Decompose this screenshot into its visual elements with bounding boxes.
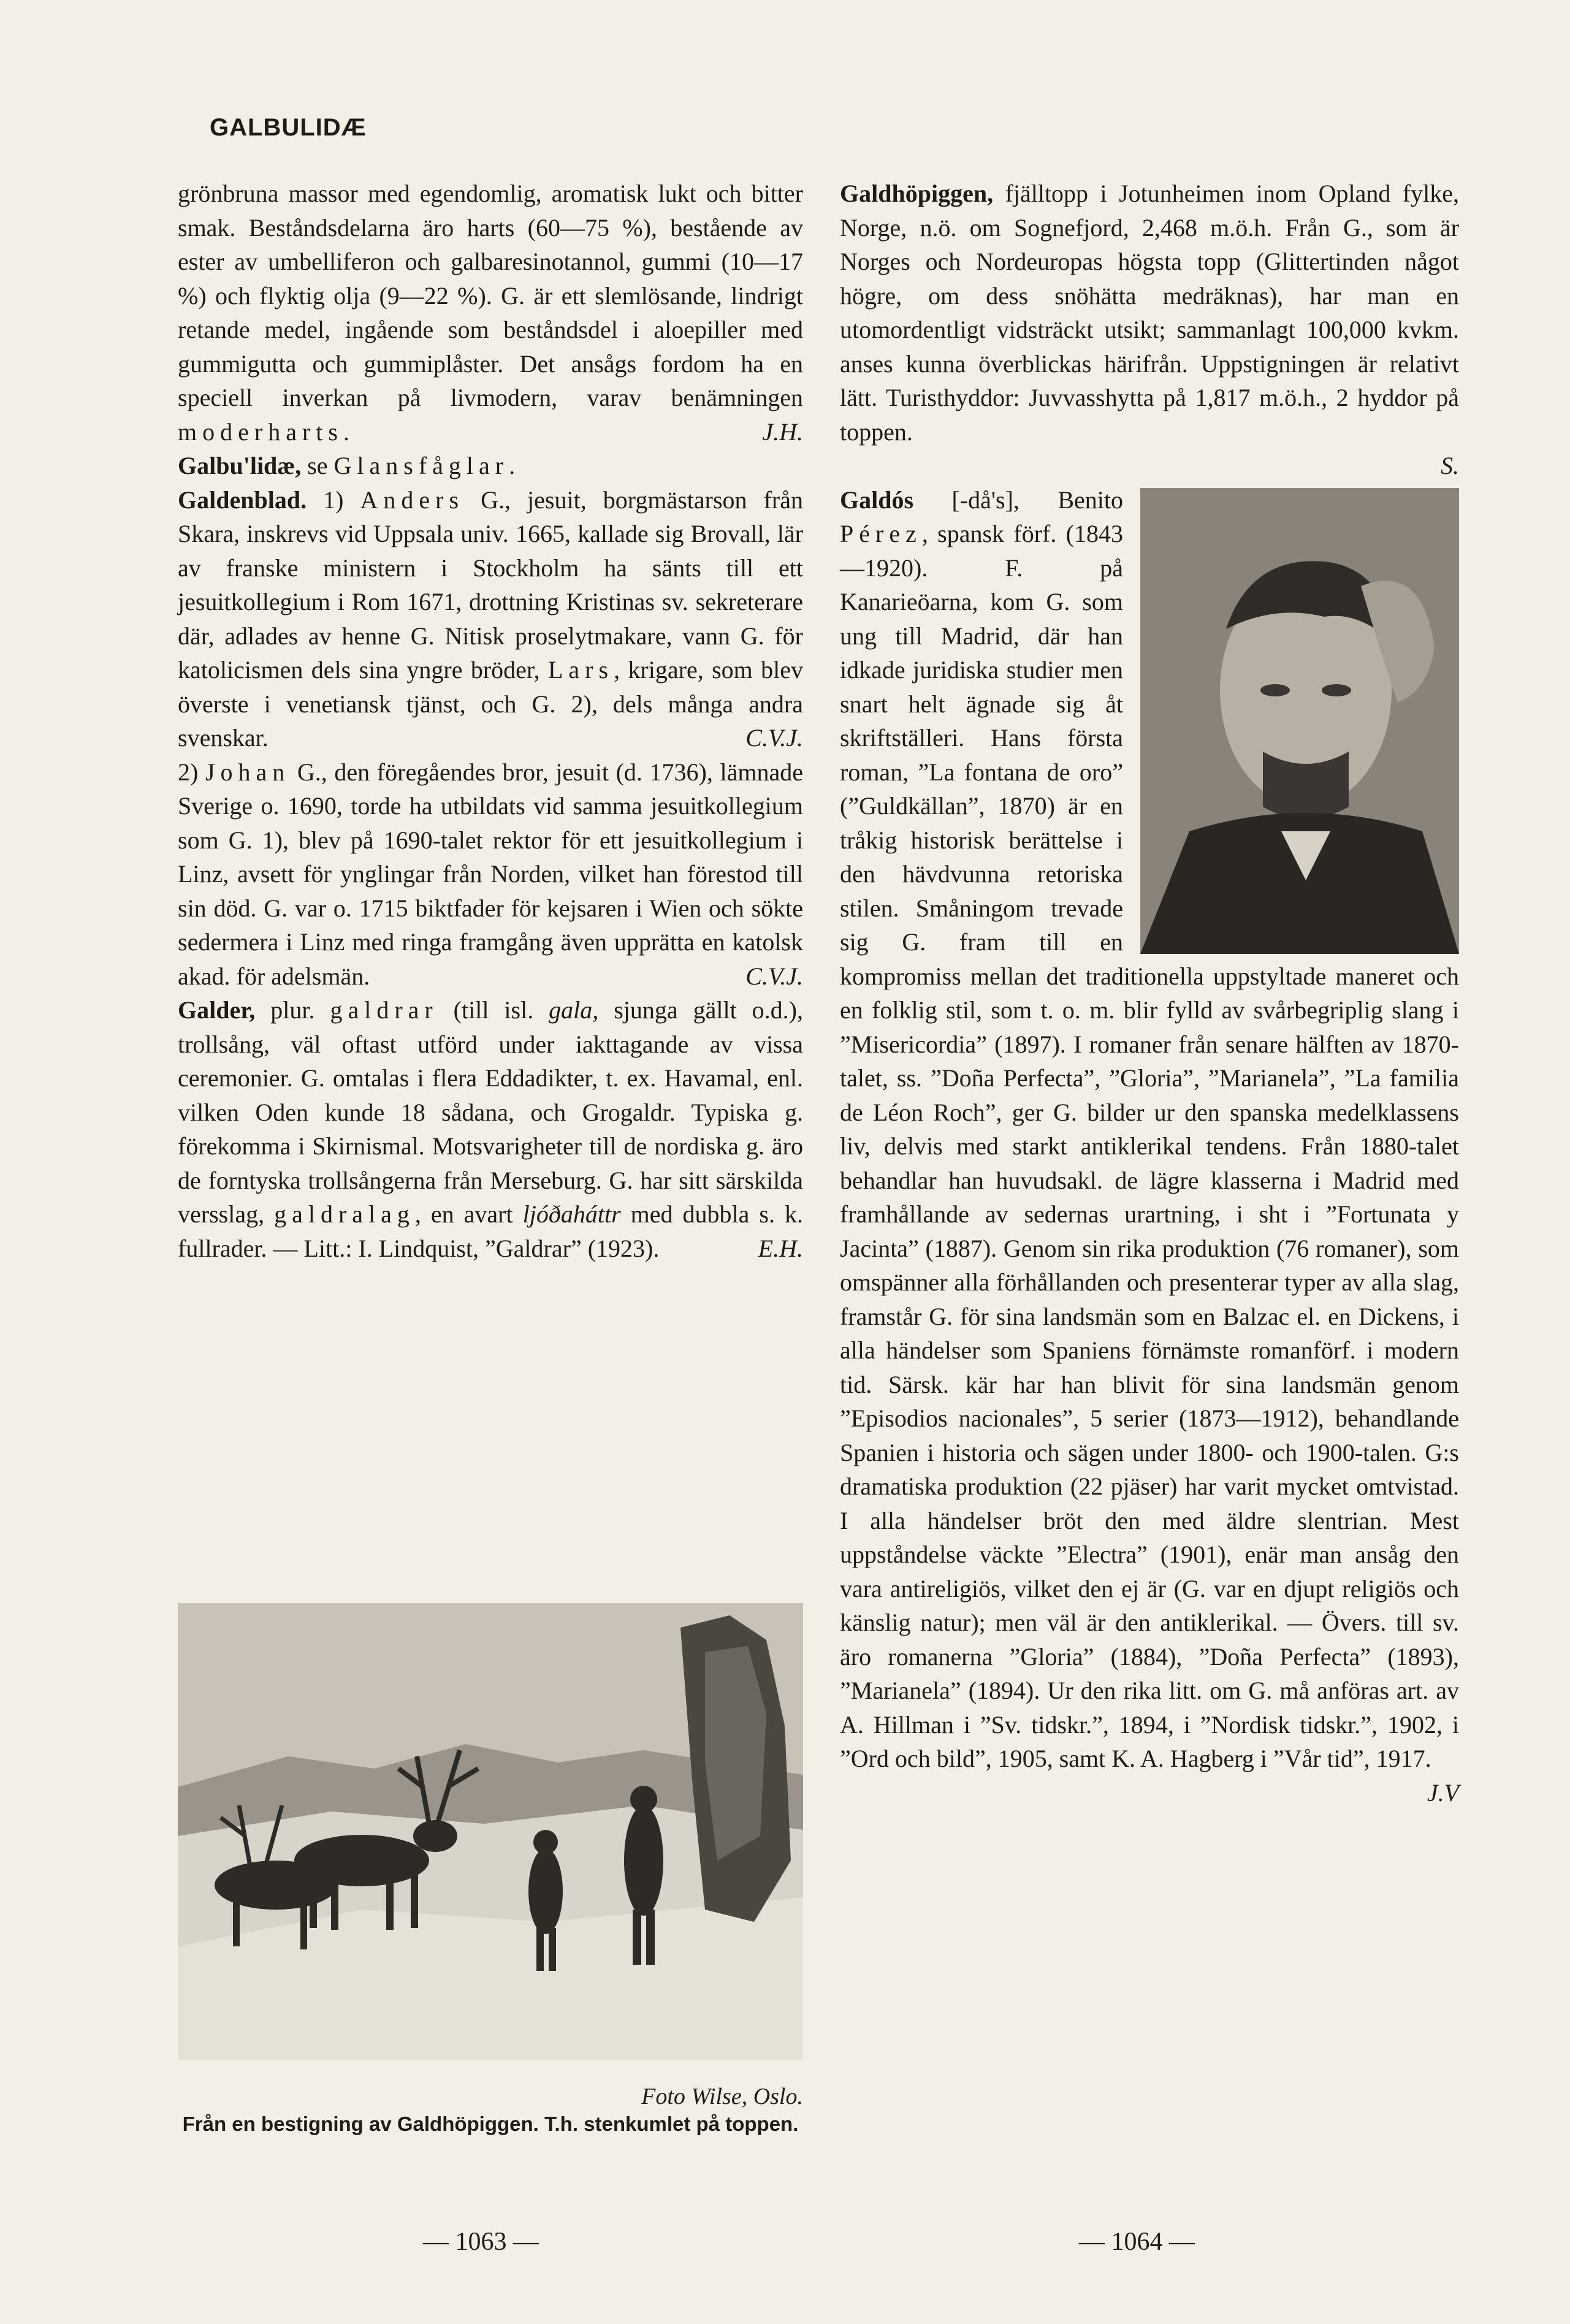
galdos-portrait — [1140, 488, 1459, 954]
page-number-right: — 1064 — — [1079, 2228, 1195, 2256]
entry-galdenblad-johan: 2) Johan G., den föregåendes bror, jesuit (d. 1736), lämnade Sverige o. 1690, torde ha utbildats vid samma jesuitkollegium som G. 1), blev på 1690-talet rektor för ett jesuitkollegium i Linz, avsett för ynglingar från Norden, vilket han förestod till sin död. G. var o. 1715 biktfader för kejsaren i Wien och sökte sedermera i Linz med ringa framgång även upprätta en katolsk akad. för adelsmän. C.V.J. — [178, 755, 803, 994]
running-head: GALBULIDÆ — [210, 114, 367, 141]
photo-caption: Från en bestigning av Galdhöpiggen. T.h. stenkumlet på toppen. — [182, 2113, 799, 2135]
entry-galdhopiggen: Galdhöpiggen, fjälltopp i Jotunheimen inom Opland fylke, Norge, n.ö. om Sognefjord, 2,468 m.ö.h. Från G., som är Norges och Nordeuropas högsta topp (Glittertinden något högre, om dess snöhätta medräknas), har man en utomordentligt vidsträckt utsikt; sammanlagt 100,000 kvkm. anses kunna överblickas härifrån. Uppstigningen är relativt lätt. Turisthyddor: Juvvasshytta på 1,817 m.ö.h., 2 hyddor på toppen. — [840, 180, 1459, 446]
signature: E.H. — [758, 1234, 803, 1262]
photo-credit: Foto Wilse, Oslo. — [641, 2084, 803, 2109]
page-number-left: — 1063 — — [423, 2228, 539, 2256]
reindeer-mountain-illustration — [178, 1603, 803, 2060]
signature: C.V.J. — [745, 724, 803, 752]
entry-galbanum-end: grönbruna massor med egendomlig, aromatisk lukt och bitter smak. Beståndsdelarna äro harts (60—75 %), bestående av ester av umbelliferon och galbaresinotannol, gummi (10—17 %) och flyktig olja (9—22 %). G. är ett slemlösande, lindrigt retande medel, ingående som beståndsdel i aloepiller med gummigutta och gummiplåster. Det ansågs fordom ha en speciell inverkan på livmodern, varav benämningen moderharts. J.H. — [178, 177, 803, 449]
signature: C.V.J. — [745, 962, 803, 990]
entry-galdenblad: Galdenblad. 1) Anders G., jesuit, borgmästarson från Skara, inskrevs vid Uppsala univ. 1665, kallade sig Brovall, lär av franske ministern i Stockholm ha sänts till ett jesuitkollegium i Rom 1671, drottning Kristinas sv. sekreterare där, adlades av henne G. Nitisk proselytmakare, vann G. för katolicismen dels sina yngre bröder, Lars, krigare, som blev överste i venetiansk tjänst, och G. 2), dels många andra svenskar. C.V.J. — [178, 483, 803, 755]
portrait-illustration — [1140, 488, 1459, 954]
signature: J.V — [1427, 1778, 1459, 1807]
photo-image — [178, 1603, 803, 2060]
left-column — [178, 177, 803, 1265]
galdhopiggen-photo — [178, 1603, 803, 2060]
entry-galdos: Galdós [-då's], Benito Pérez, spansk förf. (1843—1920). F. på Kanarieöarna, kom G. som ung till Madrid, där han idkade juridiska studier men snart helt ägnade sig åt skriftställeri. Hans första roman, ”La fontana de oro” (”Guldkällan”, 1870) är en tråkig historisk berättelse i den hävdvunna retoriska stilen. Småningom trevade sig G. fram till en kompromiss mellan det traditionella uppstyltade maneret och en folklig stil, som t. o. m. blir fylld av svårbegriplig slang i ”Misericordia” (1897). I romaner från senare hälften av 1870-talet, ss. ”Doña Perfecta”, ”Gloria”, ”Marianela”, ”La familia de Léon Roch”, ger G. bilder ur den spanska medelklassens liv, delvis med starkt antiklerikal tendens. Från 1880-talet behandlar han huvudsakl. de lägre klasserna i Madrid med framhållande av sedernas urartning, i sht i ”Fortunata y Jacinta” (1887). Genom sin rika produktion (76 romaner), som omspänner alla förhållanden och presenterar typer av alla slag, framstår G. för sina landsmän som en Balzac el. en Dickens, i alla händelser som Spaniens förnämste romanförf. i modern tid. Särsk. kär har han blivit för sina landsmän genom ”Episodios nacionales”, 5 serier (1873—1912), behandlande Spanien i historia och sägen under 1800- och 1900-talen. G:s dramatiska produktion (22 pjäser) har varit mycket omtvistad. I alla händelser bröt den med äldre slentrian. Mest uppståndelse väckte ”Electra” (1901), enär man ansåg den vara antireligiös, vilket den ej är (G. var en djupt religiös och känslig natur); men väl är den antiklerikal. — Övers. till sv. äro romanerna ”Gloria” (1884), ”Doña Perfecta” (1893), ”Marianela” (1894). Ur den rika litt. om G. må anföras art. av A. Hillman i ”Sv. tidskr.”, 1894, i ”Nordisk tidskr.”, 1902, i ”Ord och bild”, 1905, samt K. A. Hagberg i ”Vår tid”, 1917. J.V — [840, 483, 1459, 1776]
right-column — [840, 177, 1459, 1810]
signature: J.H. — [762, 417, 803, 446]
entry-galbulidae: Galbu'lidæ, se Glansfåglar. — [178, 452, 516, 479]
signature: S. — [1441, 452, 1459, 479]
entry-galder: Galder, plur. galdrar (till isl. gala, sjunga gällt o.d.), trollsång, väl oftast utförd under iakttagande av vissa ceremonier. G. omtalas i flera Eddadikter, t. ex. Havamal, enl. vilken Oden kunde 18 sådana, och Grogaldr. Typiska g. förekomma i Skirnismal. Motsvarigheter till de nordiska g. äro de forntyska trollsångerna från Merseburg. G. har sitt särskilda versslag, galdralag, en avart ljóðaháttr med dubbla s. k. fullrader. — Litt.: I. Lindquist, ”Galdrar” (1923). E.H. — [178, 993, 803, 1265]
